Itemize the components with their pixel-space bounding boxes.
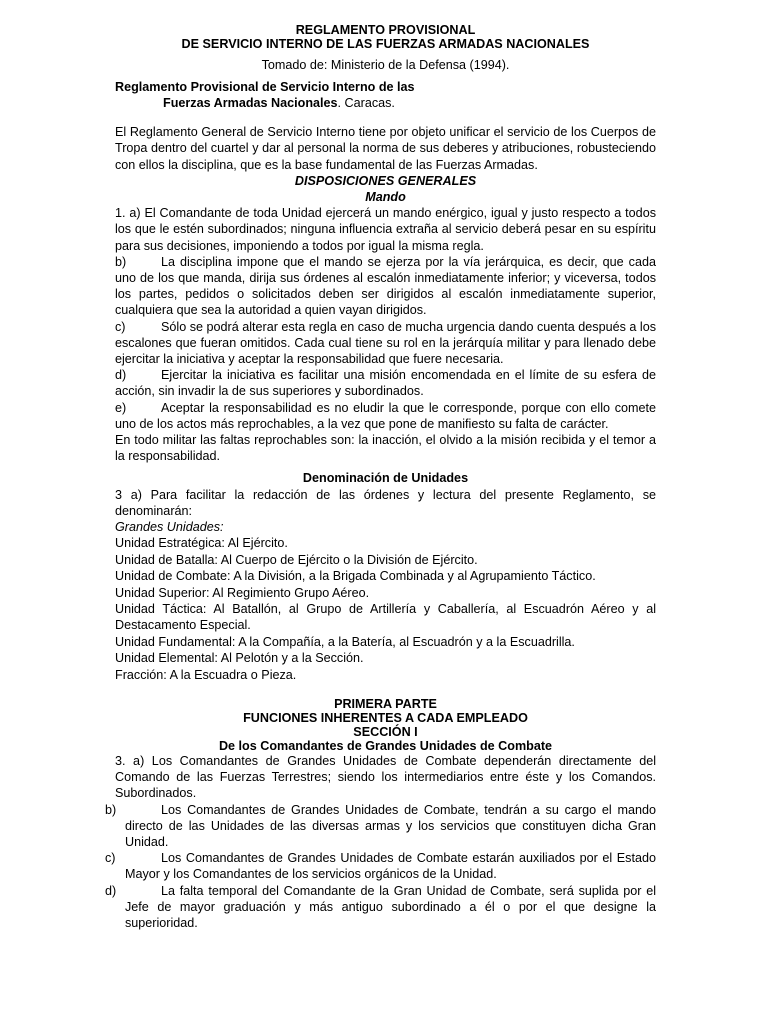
disposiciones-heading: DISPOSICIONES GENERALES bbox=[294, 173, 477, 188]
item-label: d) bbox=[105, 883, 117, 898]
unidades-list bbox=[115, 535, 656, 683]
mando-paragraph-a: 1. a) El Comandante de toda Unidad ejercerá un mando enérgico, igual y justo respecto a todos los que le estén subordinados; ninguna influencia extraña al servicio deberá pesar en su espíritu para sus decisiones, imponiendo a todos por igual la misma regla. bbox=[115, 206, 656, 253]
item-text: Aceptar la responsabilidad es no eludir la que le corresponde, porque con ello comete uno de los actos más reprochables, a la vez que pone de manifiesto su falta de carácter. bbox=[115, 400, 656, 431]
grandes-unidades-label: Grandes Unidades: bbox=[115, 520, 224, 535]
paragraph-item bbox=[115, 319, 656, 368]
unidad-line: Unidad Estratégica: Al Ejército. bbox=[115, 536, 288, 551]
document-source: Tomado de: Ministerio de la Defensa (1994). bbox=[261, 58, 510, 72]
comandantes-paragraph-a: 3. a) Los Comandantes de Grandes Unidades de Combate dependerán directamente del Comando de las Fuerzas Terrestres; siendo los intermediarios entre éste y los Comandos. Subordinados. bbox=[115, 753, 656, 801]
intro-paragraph: El Reglamento General de Servicio Interno tiene por objeto unificar el servicio de los Cuerpos de Tropa dentro del cuartel y dar al personal la norma de sus deberes y atribuciones, robusteciendo con ellos la disciplina, que es la base fundamental de las Fuerzas Armadas. bbox=[115, 125, 656, 172]
mando-subheading: Mando bbox=[365, 190, 406, 205]
item-text: La disciplina impone que el mando se ejerza por la vía jerárquica, es decir, que cada uno de los que manda, dirija sus órdenes al escalón inmediatamente inferior; y viceversa, todos los partes, pedidos o solicitados deben ser dirigidos al escalón inmediatamente superior, cualquiera que sea la autoridad a quien vayan dirigidos. bbox=[115, 254, 656, 318]
document-title-line1: REGLAMENTO PROVISIONAL bbox=[295, 23, 476, 37]
paragraph-item bbox=[105, 883, 656, 932]
denominacion-heading: Denominación de Unidades bbox=[302, 471, 469, 486]
paragraph-item bbox=[105, 850, 656, 882]
paragraph-item bbox=[115, 400, 656, 432]
reference-line2 bbox=[115, 95, 656, 111]
unidad-line: Unidad Superior: Al Regimiento Grupo Aéreo. bbox=[115, 585, 370, 600]
item-label: c) bbox=[105, 851, 116, 866]
document-reference bbox=[115, 79, 656, 111]
reference-line2-rest: . Caracas. bbox=[337, 96, 395, 111]
paragraph-item bbox=[115, 367, 656, 399]
unidad-line: Unidad de Batalla: Al Cuerpo de Ejército o la División de Ejército. bbox=[115, 552, 478, 567]
unidad-line: Unidad Táctica: Al Batallón, al Grupo de Artillería y Caballería, al Escuadrón Aéreo y al Destacamento Especial. bbox=[115, 601, 656, 633]
item-text: Los Comandantes de Grandes Unidades de Combate estarán auxiliados por el Estado Mayor y los Comandantes de los servicios orgánicos de la Unidad. bbox=[125, 851, 656, 882]
item-label: b) bbox=[105, 802, 117, 817]
mando-items bbox=[115, 254, 656, 432]
document-page bbox=[105, 23, 656, 931]
mando-closing: En todo militar las faltas reprochables son: la inacción, el olvido a la misión recibida y el temor a la responsabilidad. bbox=[115, 433, 656, 464]
funciones-heading: FUNCIONES INHERENTES A CADA EMPLEADO bbox=[243, 710, 528, 725]
unidad-line: Unidad de Combate: A la División, a la Brigada Combinada y al Agrupamiento Táctico. bbox=[115, 569, 596, 584]
unidad-line: Unidad Fundamental: A la Compañía, a la Batería, al Escuadrón y a la Escuadrilla. bbox=[115, 634, 575, 649]
item-text: Sólo se podrá alterar esta regla en caso de mucha urgencia dando cuenta después a los escalones que fueran omitidos. Cada cual tiene su rol en la jerárquía militar y para llenado debe ejercitar la iniciativa y aceptar la responsabilidad que fuere necesaria. bbox=[115, 319, 656, 367]
comandantes-heading: De los Comandantes de Grandes Unidades de Combate bbox=[218, 738, 553, 753]
item-label: b) bbox=[115, 254, 127, 269]
comandantes-items bbox=[105, 802, 656, 932]
primera-parte-heading: PRIMERA PARTE bbox=[334, 696, 437, 711]
item-label: c) bbox=[115, 319, 126, 334]
item-text: La falta temporal del Comandante de la Gran Unidad de Combate, será suplida por el Jefe de mayor graduación y más antiguo subordinado a él o por el que designe la superioridad. bbox=[125, 883, 656, 930]
item-label: d) bbox=[115, 368, 127, 383]
item-label: e) bbox=[115, 400, 127, 415]
reference-line2-bold: Fuerzas Armadas Nacionales bbox=[163, 96, 338, 111]
item-text: Los Comandantes de Grandes Unidades de Combate, tendrán a su cargo el mando directo de las Unidades de las diversas armas y los servicios que constituyen dicha Gran Unidad. bbox=[125, 802, 656, 849]
denominacion-paragraph: 3 a) Para facilitar la redacción de las órdenes y lectura del presente Reglamento, se denominarán: bbox=[115, 487, 656, 518]
item-text: Ejercitar la iniciativa es facilitar una misión encomendada en el límite de su esfera de acción, sin invadir la de sus superiores y subordinados. bbox=[115, 368, 656, 399]
unidad-line: Unidad Elemental: Al Pelotón y a la Sección. bbox=[115, 651, 364, 666]
unidad-line: Fracción: A la Escuadra o Pieza. bbox=[115, 667, 297, 682]
paragraph-item bbox=[105, 802, 656, 851]
reference-line1: Reglamento Provisional de Servicio Interno de las bbox=[115, 80, 415, 95]
paragraph-item bbox=[115, 254, 656, 319]
seccion-heading: SECCIÓN I bbox=[353, 724, 418, 739]
document-title-line2: DE SERVICIO INTERNO DE LAS FUERZAS ARMADAS NACIONALES bbox=[181, 37, 590, 51]
